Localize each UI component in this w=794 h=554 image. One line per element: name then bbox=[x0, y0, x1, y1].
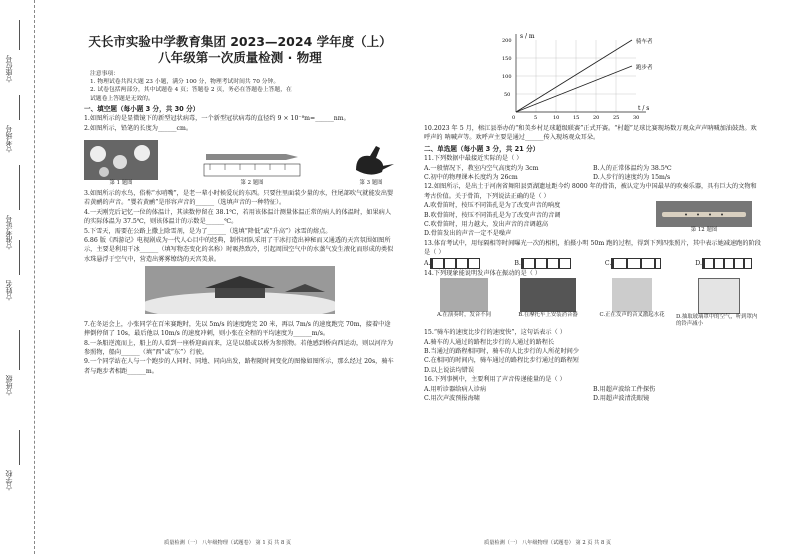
figure-caption: 第 12 题图 bbox=[690, 227, 718, 234]
option-caption: B.在摩托车上安装消音器 bbox=[518, 312, 578, 319]
option-b bbox=[514, 258, 571, 269]
option-d bbox=[676, 278, 762, 328]
y-tick: 50 bbox=[504, 92, 511, 98]
option-c bbox=[605, 258, 661, 269]
left-column bbox=[84, 0, 396, 554]
question-11-stem: 11.下列数据中最接近实际的是（ ） bbox=[424, 155, 523, 163]
option-c bbox=[592, 278, 672, 328]
question-9: 9.一个同学站在人与一个跑步的人同时、同地、同向出发，路程随时间变化的图像如图所示，那么经过 20s，骑车者与跑步者相距______m。 bbox=[84, 358, 394, 375]
option-letter: C. bbox=[604, 259, 612, 267]
option-a: A.用听诊器给病人诊病 bbox=[424, 385, 487, 393]
question-8: 8.一条船逆流而上，船上的人看到一座桥迎面而来，这是以船或以桥为参照物。若他感到桥向西运动，则以河岸为参照物，船向______（填“西”或“东”）行驶。 bbox=[84, 339, 394, 356]
notes-line: 2. 试卷包括两部分，其中试题卷 4 页；答题卷 2 页，务必在答题卷上答题，在 bbox=[90, 87, 292, 94]
heavenly-palace-image bbox=[145, 266, 335, 314]
question-12-body bbox=[424, 201, 762, 239]
question-3: 3.如图所示的水鸟，俗称“水哨嘴”，是老一辈小时候爱玩的东西。只要往里面装少量的水，往尾部吹气就能发出婴若黄鹂的声音。“婴若黄鹂”是形容声音的______（选填声音的一种特征）。 bbox=[84, 190, 394, 207]
question-14-options bbox=[424, 278, 762, 328]
notes-line: 1. 物理试卷共四大题 23 小题，满分 100 分，物理考试时间共 70 分钟。 bbox=[90, 79, 280, 86]
question-1: 1.如图所示的是显微镜下的新型冠状病毒，一个新型冠状病毒的直径约 9 × 10⁻⁸m=______nm。 bbox=[84, 115, 350, 123]
option-d: D.用超声波清洗眼镜 bbox=[593, 394, 650, 402]
option-caption: C.正在发声的音叉激起水花 bbox=[599, 312, 665, 319]
bell-jar-photo bbox=[698, 278, 740, 314]
exam-title-line1: 天长市实验中学教育集团 2023—2024 学年度（上） bbox=[88, 34, 392, 49]
binding-sidebar bbox=[0, 0, 35, 554]
question-14-stem: 14.下列现象能说明发声体在振动的是（ ） bbox=[424, 269, 541, 277]
option-b: B.用超声波给工件探伤 bbox=[593, 385, 656, 393]
section-2-heading: 二、单选题（每小题 3 分，共 21 分） bbox=[424, 144, 540, 153]
option-c: C.在相同的时间内，骑车通过的路程比步行通过的路程短 bbox=[424, 357, 579, 365]
question-6: 6.86 版《西游记》电视剧成为一代人心目中的经典，制作团队采用了干冰打造出神秘而又通透的天宫氛围如图所示，主要是利用干冰______（填写物态变化的名称）时吸热致冷，引起周围空气中的水蒸气发生液化而形成的类似水珠悬浮于空气中，营造出雾雾缭绕的天宫美景。 bbox=[84, 237, 394, 263]
y-tick: 100 bbox=[502, 74, 512, 80]
question-10: 10.2023 年 5 月，榕江县举办的“和美乡村足球超级联赛”正式开赛。“村超”足球比赛现场数万观众声声呐喊加油鼓劲。欢呼声的 呐喊声等。欢呼声主要是通过______传入现场观众耳朵。 bbox=[424, 125, 757, 142]
exam-title-line2: 八年级第一次质量检测 · 物理 bbox=[158, 50, 322, 65]
page-footer-right: 质量检测（一） 八年级物理（试题卷） 第 2 页 共 8 页 bbox=[484, 539, 612, 546]
question-5: 5.下雪天，需要在公路上撒上除雪剂，是为了______（选填“降低”或“升高”）冰雪的熔点。 bbox=[84, 227, 332, 235]
question-12-stem: 12.如图所示，是出土于河南省舞阳县贾湖遗址距今约 8000 年的骨笛，被认定为中国最早的吹奏乐器，具有巨大的文物和考古价值。关于骨笛，下列说法正确的是（ ） bbox=[424, 183, 757, 200]
sidebar-label-room: ☆考场号 bbox=[5, 125, 13, 153]
sidebar-label-name: ☆姓名 bbox=[5, 280, 13, 301]
player-photo bbox=[440, 278, 488, 312]
option-a bbox=[424, 278, 504, 328]
question-2: 2.如图所示，铅笔的长度为______cm。 bbox=[84, 124, 193, 132]
sidebar-label-seat: ☆座位号 bbox=[5, 55, 13, 83]
option-c: C.吹骨笛时，用力越大，发出声音的音调越高 bbox=[424, 221, 549, 229]
notes bbox=[90, 70, 396, 103]
x-tick: 10 bbox=[553, 115, 560, 121]
option-b: B.吹骨笛时，按压不同笛孔是为了改变声音的音调 bbox=[424, 211, 561, 219]
figure-12 bbox=[654, 201, 754, 239]
option-d: D.骨笛发出的声音一定不是噪声 bbox=[424, 230, 512, 238]
option-a: A.骑车的人通过的路程比步行的人通过的路程长 bbox=[424, 338, 555, 346]
bone-flute-image bbox=[656, 201, 752, 227]
question-11-options bbox=[424, 164, 762, 183]
option-b bbox=[508, 278, 588, 328]
notes-line: 试题卷上答题是无效的。 bbox=[90, 95, 154, 102]
right-column bbox=[424, 0, 762, 554]
water-bird-whistle-icon bbox=[346, 140, 396, 180]
question-4: 4.一天刚完后记忆一位的体温计，其读数停留在 38.1℃，若用该体温计测量体温正常的病人的体温时，如果病人的实际体温为 37.5℃，则该体温计的示数是______℃。 bbox=[84, 208, 392, 226]
tuning-fork-photo bbox=[612, 278, 652, 312]
x-tick: 0 bbox=[512, 115, 516, 121]
option-d: D.人步行的速度约为 15m/s bbox=[593, 174, 671, 182]
sidebar-label-school: ☆学校 bbox=[5, 470, 13, 491]
question-13-stem: 13.体育考试中，用每隔相等时间曝光一次的相机，拍摄小明 50m 跑的过程，得到下列四张照片，其中表示她减速跑的阶段是（ ） bbox=[424, 239, 761, 257]
option-a: A.一般情况下，教室内空气高度约为 3cm bbox=[424, 164, 539, 172]
runner-photo-strip bbox=[611, 258, 661, 269]
sidebar-label-ticket: ☆准考证号 bbox=[5, 215, 13, 250]
figure-caption: 第 2 题图 bbox=[240, 180, 264, 187]
option-caption: D.抽取玻璃罩中的空气，听到罩内的铃声减小 bbox=[676, 314, 758, 328]
pencil-ruler-image bbox=[200, 140, 304, 180]
fill-line bbox=[19, 165, 20, 210]
section-1-heading: 一、填空题（每小题 3 分，共 30 分） bbox=[84, 104, 200, 113]
series-label-runner: 跑步者 bbox=[636, 65, 653, 71]
option-a: A.吹骨笛时，按压不同笛孔是为了改变声音的响度 bbox=[424, 202, 561, 210]
page-footer-left: 质量检测（一） 八年级物理（试题卷） 第 1 页 共 8 页 bbox=[164, 539, 292, 546]
option-a bbox=[424, 258, 480, 269]
figure-caption: 第 1 题图 bbox=[109, 180, 133, 187]
x-tick: 15 bbox=[573, 115, 580, 121]
fill-line bbox=[19, 430, 20, 465]
y-tick: 150 bbox=[502, 56, 512, 62]
option-c: C.初中的物理课本长度约为 26cm bbox=[424, 174, 518, 182]
figure-6 bbox=[84, 266, 396, 317]
figure-3 bbox=[346, 140, 396, 187]
x-tick: 5 bbox=[534, 115, 538, 121]
question-15-stem: 15.“骑车的速度比步行的速度快”，这句话表示（ ） bbox=[424, 329, 566, 337]
x-tick: 25 bbox=[613, 115, 620, 121]
question-12-options bbox=[424, 201, 654, 239]
option-letter: B. bbox=[514, 259, 521, 267]
virus-micrograph-image bbox=[84, 140, 158, 180]
option-d: D.以上说法均错误 bbox=[424, 366, 475, 374]
fill-line bbox=[19, 330, 20, 370]
runner-photo-strip bbox=[430, 258, 480, 269]
question-16-stem: 16.下列事例中，主要利用了声音传递能量的是（ ） bbox=[424, 376, 566, 384]
figures-row-1-3 bbox=[84, 135, 396, 187]
sidebar-label-class: ☆班级 bbox=[5, 375, 13, 396]
option-b: B.当通过的路程相同时，骑车的人比步行的人所花时间少 bbox=[424, 347, 580, 355]
option-letter: A. bbox=[424, 259, 431, 267]
figure-2 bbox=[200, 140, 304, 187]
option-c: C.用次声波预报海啸 bbox=[424, 394, 480, 402]
runner-photo-strip bbox=[521, 258, 571, 269]
motorcycle-photo bbox=[520, 278, 576, 312]
fill-line bbox=[19, 240, 20, 275]
fill-line bbox=[19, 20, 20, 50]
y-tick: 200 bbox=[502, 38, 512, 44]
y-axis-label: s / m bbox=[520, 33, 535, 40]
series-label-cyclist: 骑车者 bbox=[636, 39, 653, 45]
option-d bbox=[695, 258, 752, 269]
fill-line bbox=[19, 95, 20, 120]
x-axis-label: t / s bbox=[638, 105, 650, 112]
figure-caption: 第 3 题图 bbox=[359, 180, 383, 187]
runner-line bbox=[516, 66, 632, 112]
distance-time-graph bbox=[424, 30, 762, 124]
option-b: B.人的正常体温约为 38.5℃ bbox=[593, 164, 672, 172]
option-caption: A.在演奏时，发音不同 bbox=[436, 312, 492, 319]
question-16-options bbox=[424, 385, 762, 404]
x-tick: 20 bbox=[593, 115, 600, 121]
runner-photo-strip bbox=[702, 258, 752, 269]
option-letter: D. bbox=[695, 259, 702, 267]
figure-1 bbox=[84, 140, 158, 187]
question-15-options bbox=[424, 338, 762, 376]
notes-line: 注意事项： bbox=[90, 71, 119, 77]
x-tick: 30 bbox=[633, 115, 640, 121]
question-7: 7.在冬运会上，小张同学在百米赛跑时，先以 5m/s 的速度跑完 20 米，再以 7m/s 的速度跑完 70m，接着中途摔倒停留了 10s，最后他以 10m/s 的速度冲刺，则小张在全程的平均速度为______m/s。 bbox=[84, 320, 391, 338]
question-13-options bbox=[424, 258, 762, 269]
